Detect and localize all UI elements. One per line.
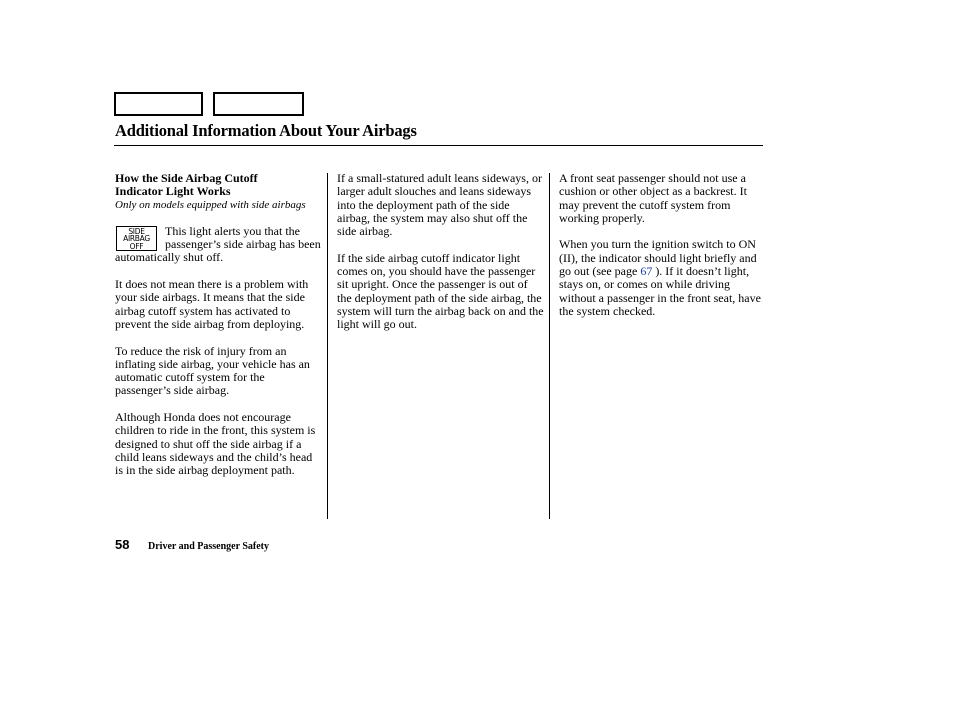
- column-divider: [327, 173, 328, 519]
- paragraph: A front seat passenger should not use a cushion or other object as a backrest. It may prevent the cutoff system from working properly.: [559, 171, 747, 225]
- page-number: 58: [115, 537, 130, 552]
- page-title: Additional Information About Your Airbags: [115, 121, 417, 140]
- paragraph-indicator-alert: [115, 225, 323, 265]
- nav-button-previous[interactable]: [114, 92, 203, 116]
- model-note: Only on models equipped with side airbags: [115, 198, 306, 211]
- column-2: [337, 172, 545, 345]
- paragraph: It does not mean there is a problem with your side airbags. It means that the side airbag cutoff system has activated to prevent the side airbag from deploying.: [115, 277, 309, 331]
- paragraph: To reduce the risk of injury from an inflating side airbag, your vehicle has an automatic cutoff system for the passenger’s side airbag.: [115, 343, 310, 398]
- section-heading-line-2: Indicator Light Works: [115, 184, 231, 199]
- page-reference-link[interactable]: 67: [640, 264, 653, 279]
- section-name: Driver and Passenger Safety: [148, 541, 270, 552]
- side-airbag-off-indicator-icon: SIDE AIRBAG OFF: [116, 226, 157, 251]
- paragraph: If the side airbag cutoff indicator light comes on, you should have the passenger sit upright. Once the passenger is out of the deployment path of the side airbag, the system will turn the airbag back on and the light will go out.: [337, 250, 544, 332]
- paragraph-text: This light alerts you that the passenger’s side airbag has been automatically shut off.: [115, 223, 321, 265]
- column-1: [115, 172, 323, 491]
- paragraph: If a small-statured adult leans sideways, or larger adult slouches and leans sideways into the deployment path of the side airbag, the system may also shut off the side airbag.: [337, 171, 542, 239]
- section-heading-line-1: How the Side Airbag Cutoff: [115, 171, 258, 185]
- paragraph-with-page-link: When you turn the ignition switch to ON (II), the indicator should light briefly and go out (see page 67 ). If it doesn’t light, stays on, or comes on while driving without a passenger in the front seat, have the system checked.: [559, 237, 761, 318]
- column-divider: [549, 173, 550, 519]
- column-3: [559, 172, 765, 332]
- title-divider: [114, 145, 763, 146]
- nav-button-next[interactable]: [213, 92, 304, 116]
- paragraph: Although Honda does not encourage children to ride in the front, this system is designed to shut off the side airbag if a child leans sideways and the child’s head is in the side airbag deployment path.: [115, 410, 316, 478]
